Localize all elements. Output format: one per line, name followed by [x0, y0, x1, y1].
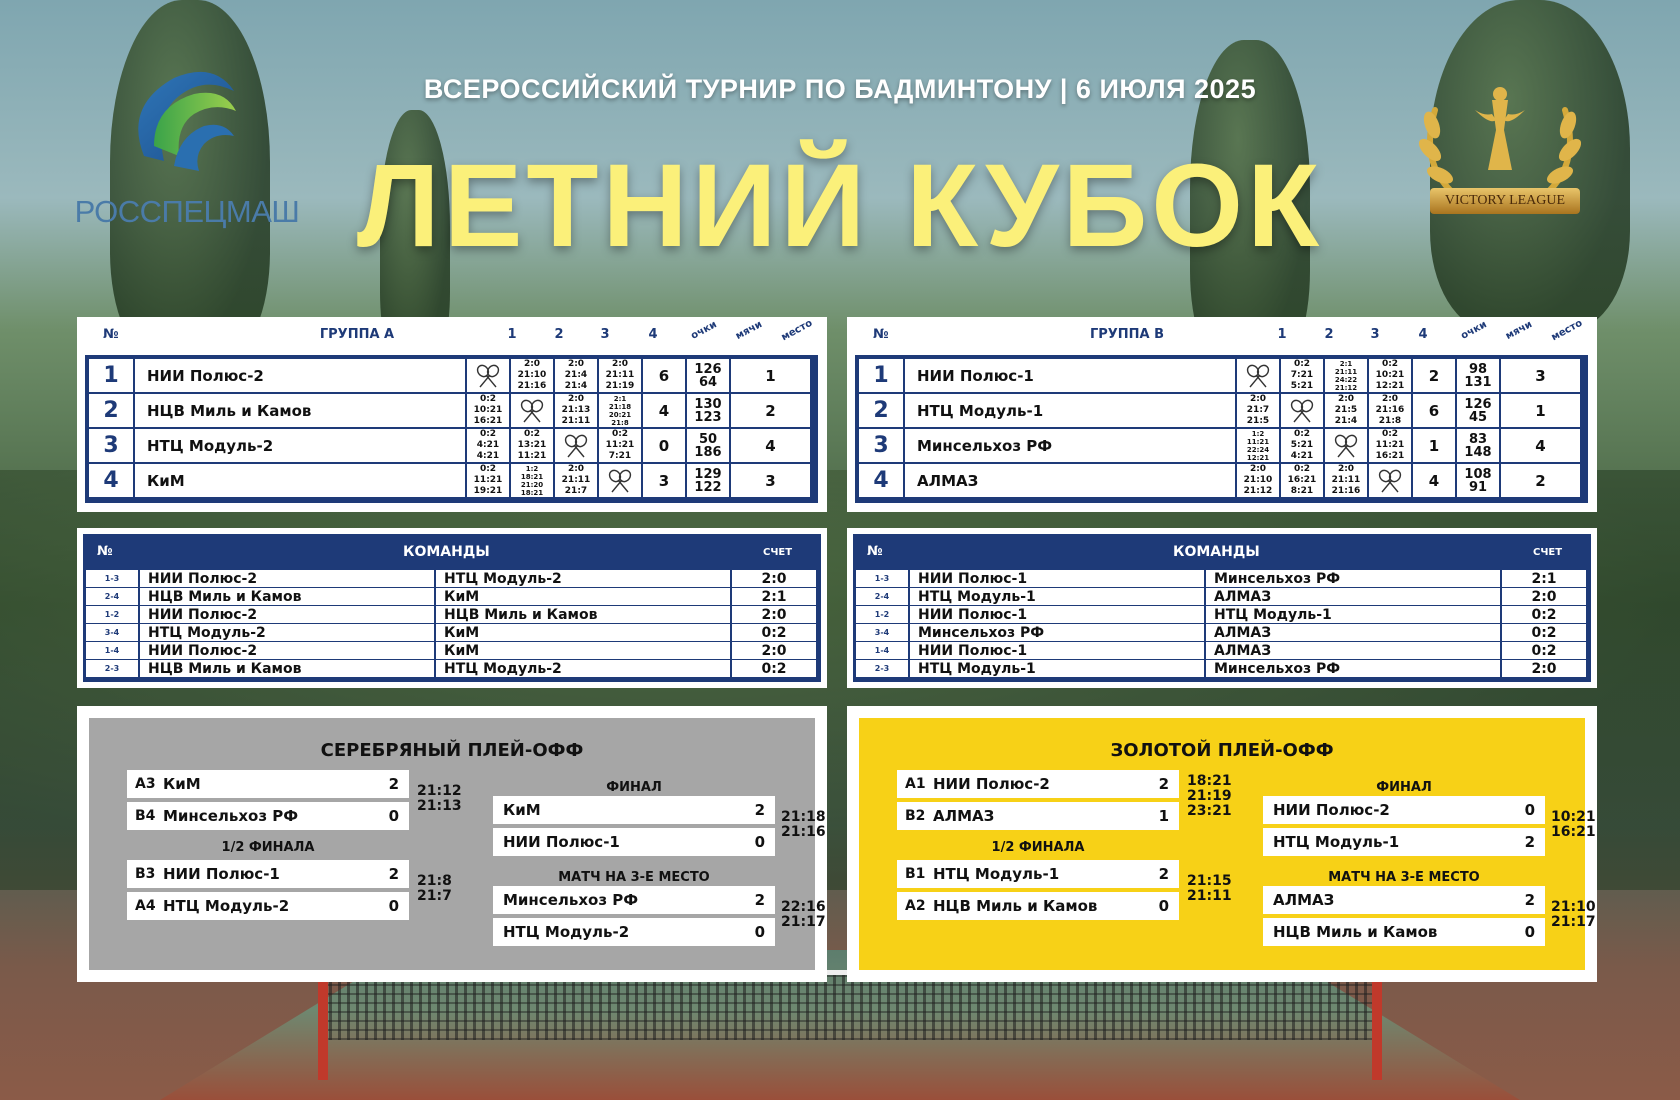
score-cell: 2:0 21:11 21:7 [555, 464, 597, 497]
team-2: НТЦ Модуль-2 [436, 570, 730, 587]
row-number: 3 [859, 429, 903, 462]
team-2: НЦВ Миль и Камов [436, 606, 730, 623]
match-score: 0:2 [1502, 606, 1586, 623]
col-1: 1 [507, 327, 517, 342]
match-score: 0:2 [1502, 642, 1586, 659]
table-row [859, 464, 1584, 498]
team-1: НИИ Полюс-1 [910, 642, 1204, 659]
score-cell: 0:2 7:21 5:21 [1281, 359, 1323, 392]
team-2: КиМ [436, 642, 730, 659]
team-1: НИИ Полюс-2 [140, 642, 434, 659]
playoff-title: ЗОЛОТОЙ ПЛЕЙ-ОФФ [1110, 740, 1334, 761]
score-cell: 2:0 21:10 21:16 [511, 359, 553, 392]
score-cell: 0:2 10:21 16:21 [467, 394, 509, 427]
matches-b-table [847, 528, 1597, 688]
balls-cell: 126 64 [687, 359, 729, 392]
score-cell: 0:2 16:21 8:21 [1281, 464, 1323, 497]
col-num: № [97, 544, 113, 559]
score-cell: 0:2 11:21 19:21 [467, 464, 509, 497]
col-1: 1 [1277, 327, 1287, 342]
col-teams: КОМАНДЫ [1173, 544, 1260, 560]
bracket-slot: НИИ Полюс-1 0 [493, 828, 775, 856]
col-2: 2 [1324, 327, 1334, 342]
score-cell: 2:0 21:16 21:8 [1369, 394, 1411, 427]
net-post-left [318, 970, 328, 1080]
place-cell: 4 [731, 429, 810, 462]
badminton-rackets-icon [1237, 359, 1279, 392]
score-cell: 2:1 21:11 24:22 21:12 [1325, 359, 1367, 392]
semifinal-label: 1/2 ФИНАЛА [221, 840, 315, 855]
match-code: 1-4 [86, 642, 138, 659]
table-row [89, 464, 814, 498]
badminton-rackets-icon [511, 394, 553, 427]
match-code: 3-4 [86, 624, 138, 641]
balls-cell: 98 131 [1457, 359, 1499, 392]
bracket-slot: В3 НИИ Полюс-1 2 [127, 860, 409, 888]
col-3: 3 [600, 327, 610, 342]
team-2: НТЦ Модуль-1 [1206, 606, 1500, 623]
team-1: НИИ Полюс-1 [910, 606, 1204, 623]
set-scores: 21:18 21:16 [781, 809, 826, 840]
team-2: АЛМАЗ [1206, 588, 1500, 605]
third-place-label: МАТЧ НА 3-Е МЕСТО [558, 870, 710, 885]
bracket-slot: Минсельхоз РФ 2 [493, 886, 775, 914]
net-post-right [1372, 970, 1382, 1080]
matches-header [853, 534, 1591, 570]
team-1: НТЦ Модуль-1 [910, 660, 1204, 677]
score-cell: 2:0 21:10 21:12 [1237, 464, 1279, 497]
gold-playoff [847, 706, 1597, 982]
bracket-slot: А3 КиМ 2 [127, 770, 409, 798]
col-points: очки [689, 319, 719, 342]
score-cell: 0:2 4:21 4:21 [467, 429, 509, 462]
matches-a-grid [83, 534, 821, 682]
match-code: 3-4 [856, 624, 908, 641]
bracket-slot: КиМ 2 [493, 796, 775, 824]
team-name: Минсельхоз РФ [905, 429, 1235, 462]
bracket-slot: НТЦ Модуль-2 0 [493, 918, 775, 946]
table-row [89, 394, 814, 428]
team-name: НИИ Полюс-2 [135, 359, 465, 392]
col-score: СЧЕТ [763, 547, 793, 558]
team-name: КиМ [135, 464, 465, 497]
score-cell: 2:0 21:5 21:4 [1325, 394, 1367, 427]
points-cell: 4 [643, 394, 685, 427]
match-code: 2-3 [856, 660, 908, 677]
balls-cell: 83 148 [1457, 429, 1499, 462]
group-b-table [847, 317, 1597, 512]
badminton-rackets-icon [1281, 394, 1323, 427]
match-score: 2:0 [1502, 660, 1586, 677]
bracket-slot: В1 НТЦ Модуль-1 2 [897, 860, 1179, 888]
set-scores: 10:21 16:21 [1551, 809, 1596, 840]
col-points: очки [1459, 319, 1489, 342]
col-teams: КОМАНДЫ [403, 544, 490, 560]
points-cell: 3 [643, 464, 685, 497]
row-number: 3 [89, 429, 133, 462]
place-cell: 3 [731, 464, 810, 497]
place-cell: 1 [1501, 394, 1580, 427]
place-cell: 2 [731, 394, 810, 427]
row-number: 1 [859, 359, 903, 392]
team-1: НИИ Полюс-2 [140, 606, 434, 623]
team-name: НТЦ Модуль-1 [905, 394, 1235, 427]
row-number: 2 [89, 394, 133, 427]
match-score: 0:2 [732, 660, 816, 677]
points-cell: 1 [1413, 429, 1455, 462]
group-b-header [847, 317, 1597, 347]
group-b-grid [855, 355, 1588, 503]
place-cell: 2 [1501, 464, 1580, 497]
col-2: 2 [554, 327, 564, 342]
team-1: НИИ Полюс-1 [910, 570, 1204, 587]
team-2: Минсельхоз РФ [1206, 570, 1500, 587]
points-cell: 4 [1413, 464, 1455, 497]
score-cell: 2:1 21:18 20:21 21:8 [599, 394, 641, 427]
set-scores: 22:16 21:17 [781, 899, 826, 930]
bracket-slot: А4 НТЦ Модуль-2 0 [127, 892, 409, 920]
final-label: ФИНАЛ [1376, 780, 1432, 795]
table-row [859, 394, 1584, 428]
score-cell: 0:2 5:21 4:21 [1281, 429, 1323, 462]
balls-cell: 126 45 [1457, 394, 1499, 427]
balls-cell: 50 186 [687, 429, 729, 462]
place-cell: 1 [731, 359, 810, 392]
match-score: 2:1 [1502, 570, 1586, 587]
score-cell: 0:2 11:21 16:21 [1369, 429, 1411, 462]
score-cell: 1:2 18:21 21:20 18:21 [511, 464, 553, 497]
row-number: 1 [89, 359, 133, 392]
score-cell: 2:0 21:7 21:5 [1237, 394, 1279, 427]
badminton-rackets-icon [555, 429, 597, 462]
match-score: 2:1 [732, 588, 816, 605]
score-cell: 0:2 10:21 12:21 [1369, 359, 1411, 392]
logo-text: РОССПЕЦМАШ [74, 194, 300, 229]
matches-a-table [77, 528, 827, 688]
team-1: НИИ Полюс-2 [140, 570, 434, 587]
match-code: 1-2 [856, 606, 908, 623]
bracket-slot: А2 НЦВ Миль и Камов 0 [897, 892, 1179, 920]
match-code: 1-3 [856, 570, 908, 587]
bracket-slot: В4 Минсельхоз РФ 0 [127, 802, 409, 830]
match-code: 2-3 [86, 660, 138, 677]
score-cell: 2:0 21:13 21:11 [555, 394, 597, 427]
team-1: Минсельхоз РФ [910, 624, 1204, 641]
col-place: место [1549, 317, 1585, 344]
group-a-grid [85, 355, 818, 503]
team-1: НЦВ Миль и Камов [140, 660, 434, 677]
col-4: 4 [648, 327, 658, 342]
score-cell: 1:2 11:21 22:24 12:21 [1237, 429, 1279, 462]
match-score: 2:0 [732, 570, 816, 587]
matches-header [83, 534, 821, 570]
balls-cell: 108 91 [1457, 464, 1499, 497]
col-num: № [103, 327, 119, 342]
score-cell: 2:0 21:11 21:16 [1325, 464, 1367, 497]
team-2: КиМ [436, 588, 730, 605]
final-label: ФИНАЛ [606, 780, 662, 795]
team-name: НТЦ Модуль-2 [135, 429, 465, 462]
team-name: НЦВ Миль и Камов [135, 394, 465, 427]
gold-playoff-body [859, 718, 1596, 970]
table-row [859, 359, 1584, 393]
silver-playoff [77, 706, 827, 982]
score-cell: 0:2 13:21 11:21 [511, 429, 553, 462]
group-title: ГРУППА В [1089, 327, 1165, 342]
match-score: 0:2 [732, 624, 816, 641]
points-cell: 2 [1413, 359, 1455, 392]
points-cell: 6 [643, 359, 685, 392]
team-name: НИИ Полюс-1 [905, 359, 1235, 392]
team-1: НЦВ Миль и Камов [140, 588, 434, 605]
score-cell: 2:0 21:4 21:4 [555, 359, 597, 392]
balls-cell: 129 122 [687, 464, 729, 497]
match-score: 2:0 [732, 606, 816, 623]
victory-league-logo [1380, 80, 1620, 220]
place-cell: 4 [1501, 429, 1580, 462]
score-cell: 0:2 11:21 7:21 [599, 429, 641, 462]
balls-cell: 130 123 [687, 394, 729, 427]
badminton-rackets-icon [1369, 464, 1411, 497]
bracket-slot: НЦВ Миль и Камов 0 [1263, 918, 1545, 946]
set-scores: 21:8 21:7 [417, 873, 452, 904]
col-place: место [779, 317, 815, 344]
row-number: 4 [859, 464, 903, 497]
team-2: Минсельхоз РФ [1206, 660, 1500, 677]
badminton-rackets-icon [599, 464, 641, 497]
semifinal-label: 1/2 ФИНАЛА [991, 840, 1085, 855]
group-title: ГРУППА А [319, 327, 395, 342]
points-cell: 0 [643, 429, 685, 462]
page-title: ЛЕТНИЙ КУБОК [356, 140, 1324, 272]
bracket-slot: В2 АЛМАЗ 1 [897, 802, 1179, 830]
tournament-subtitle: ВСЕРОССИЙСКИЙ ТУРНИР ПО БАДМИНТОНУ | 6 ИЮЛЯ 2025 [423, 74, 1257, 104]
col-3: 3 [1370, 327, 1380, 342]
team-2: КиМ [436, 624, 730, 641]
match-code: 1-4 [856, 642, 908, 659]
logo-ribbon: VICTORY LEAGUE [1430, 188, 1580, 214]
col-4: 4 [1418, 327, 1428, 342]
team-name: АЛМАЗ [905, 464, 1235, 497]
table-row [89, 429, 814, 463]
col-balls: мячи [733, 318, 765, 343]
match-code: 1-3 [86, 570, 138, 587]
col-num: № [873, 327, 889, 342]
group-a-header [77, 317, 827, 347]
team-2: АЛМАЗ [1206, 624, 1500, 641]
team-1: НТЦ Модуль-1 [910, 588, 1204, 605]
bracket-slot: А1 НИИ Полюс-2 2 [897, 770, 1179, 798]
table-row [859, 429, 1584, 463]
team-2: НТЦ Модуль-2 [436, 660, 730, 677]
match-code: 1-2 [86, 606, 138, 623]
group-a-table [77, 317, 827, 512]
bracket-slot: НИИ Полюс-2 0 [1263, 796, 1545, 824]
col-score: СЧЕТ [1533, 547, 1563, 558]
row-number: 4 [89, 464, 133, 497]
match-score: 2:0 [1502, 588, 1586, 605]
set-scores: 21:12 21:13 [417, 783, 462, 814]
match-score: 0:2 [1502, 624, 1586, 641]
row-number: 2 [859, 394, 903, 427]
playoff-title: СЕРЕБРЯНЫЙ ПЛЕЙ-ОФФ [320, 740, 584, 761]
match-score: 2:0 [732, 642, 816, 659]
silver-playoff-body [89, 718, 826, 970]
match-code: 2-4 [86, 588, 138, 605]
badminton-rackets-icon [1325, 429, 1367, 462]
score-cell: 2:0 21:11 21:19 [599, 359, 641, 392]
points-cell: 6 [1413, 394, 1455, 427]
bracket-slot: НТЦ Модуль-1 2 [1263, 828, 1545, 856]
badminton-rackets-icon [467, 359, 509, 392]
table-row [89, 359, 814, 393]
match-code: 2-4 [856, 588, 908, 605]
col-num: № [867, 544, 883, 559]
set-scores: 21:10 21:17 [1551, 899, 1596, 930]
set-scores: 21:15 21:11 [1187, 873, 1232, 904]
third-place-label: МАТЧ НА 3-Е МЕСТО [1328, 870, 1480, 885]
col-balls: мячи [1503, 318, 1535, 343]
set-scores: 18:21 21:19 23:21 [1187, 773, 1232, 819]
team-2: АЛМАЗ [1206, 642, 1500, 659]
matches-b-grid [853, 534, 1591, 682]
bracket-slot: АЛМАЗ 2 [1263, 886, 1545, 914]
place-cell: 3 [1501, 359, 1580, 392]
team-1: НТЦ Модуль-2 [140, 624, 434, 641]
